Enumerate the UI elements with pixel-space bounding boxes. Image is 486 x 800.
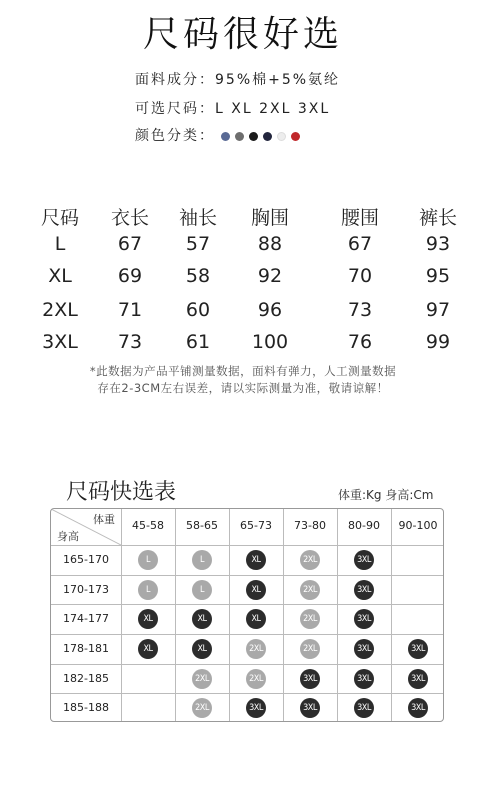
grid-vline — [229, 509, 230, 721]
size-badge: 2XL — [300, 550, 320, 570]
sizes-label: 可选尺码： — [135, 101, 215, 117]
size-table-cell: 69 — [117, 265, 143, 287]
size-badge: 3XL — [408, 669, 428, 689]
size-badge: XL — [246, 550, 266, 570]
height-header: 178-181 — [63, 641, 109, 655]
size-badge: L — [138, 550, 158, 570]
size-table-cell: 96 — [257, 299, 283, 321]
weight-header: 80-90 — [348, 519, 380, 532]
size-table-cell: 73 — [117, 331, 143, 353]
size-table-cell: 76 — [347, 331, 373, 353]
size-table-cell: 95 — [425, 265, 451, 287]
height-header: 174-177 — [63, 612, 109, 626]
size-table-header-cell: 尺码 — [40, 207, 79, 229]
size-table-cell: 58 — [185, 265, 211, 287]
color-swatch — [263, 132, 272, 141]
weight-header: 65-73 — [240, 519, 272, 532]
size-badge: XL — [192, 639, 212, 659]
quick-size-grid — [50, 508, 444, 722]
size-badge: 2XL — [246, 639, 266, 659]
size-badge: 2XL — [300, 639, 320, 659]
grid-hline — [51, 575, 443, 576]
size-table-row — [35, 331, 465, 361]
size-table-header — [35, 203, 465, 233]
size-badge: 3XL — [408, 639, 428, 659]
size-table-cell: 99 — [425, 331, 451, 353]
weight-header: 45-58 — [132, 519, 164, 532]
note-line-2: 存在2-3CM左右误差，请以实际测量为准，敬请谅解！ — [97, 381, 389, 395]
grid-vline — [121, 509, 122, 721]
size-table-cell: 57 — [185, 233, 211, 255]
colors-label: 颜色分类： — [135, 128, 215, 144]
size-table-cell: 100 — [251, 331, 289, 353]
grid-hline — [51, 545, 443, 546]
size-table-cell: 67 — [117, 233, 143, 255]
grid-vline — [337, 509, 338, 721]
size-badge: XL — [138, 609, 158, 629]
size-table-row — [35, 299, 465, 329]
size-badge: 3XL — [354, 639, 374, 659]
height-header: 170-173 — [63, 582, 109, 596]
page-title: 尺码很好选 — [142, 14, 343, 55]
size-table-cell: 97 — [425, 299, 451, 321]
sizes-value: L XL 2XL 3XL — [215, 101, 331, 117]
color-swatches — [221, 132, 300, 141]
size-table-header-cell: 腰围 — [340, 207, 379, 229]
size-table-cell: 73 — [347, 299, 373, 321]
size-table-cell: 67 — [347, 233, 373, 255]
size-badge: 3XL — [354, 580, 374, 600]
size-badge: L — [192, 550, 212, 570]
size-table-row — [35, 233, 465, 263]
grid-hline — [51, 604, 443, 605]
grid-hline — [51, 634, 443, 635]
size-badge: XL — [246, 580, 266, 600]
size-table-cell: XL — [48, 265, 72, 287]
size-table-cell: 61 — [185, 331, 211, 353]
fabric-label: 面料成分： — [135, 72, 215, 88]
size-badge: 2XL — [192, 698, 212, 718]
height-header: 185-188 — [63, 701, 109, 715]
size-badge: XL — [138, 639, 158, 659]
size-table-header-cell: 衣长 — [110, 207, 149, 229]
fabric-value: 95%棉+5%氨纶 — [215, 72, 341, 88]
size-table-cell: 3XL — [42, 331, 78, 353]
sizes-row — [135, 98, 330, 118]
size-badge: L — [192, 580, 212, 600]
size-table-row — [35, 265, 465, 295]
corner-height-label: 身高 — [57, 530, 79, 543]
grid-hline — [51, 664, 443, 665]
color-swatch — [235, 132, 244, 141]
size-badge: 3XL — [354, 698, 374, 718]
size-table-header-cell: 胸围 — [250, 207, 289, 229]
grid-vline — [391, 509, 392, 721]
size-badge: 2XL — [192, 669, 212, 689]
colors-row — [135, 125, 300, 145]
units-label: 体重:Kg 身高:Cm — [338, 488, 434, 502]
size-badge: L — [138, 580, 158, 600]
size-badge: XL — [246, 609, 266, 629]
color-swatch — [221, 132, 230, 141]
size-table-cell: 92 — [257, 265, 283, 287]
color-swatch — [249, 132, 258, 141]
size-badge: 2XL — [300, 609, 320, 629]
size-table-cell: L — [54, 233, 66, 255]
size-table-header-cell: 裤长 — [418, 207, 457, 229]
note-line-1: *此数据为产品平铺测量数据，面料有弹力，人工测量数据 — [89, 364, 397, 378]
corner-weight-label: 体重 — [93, 513, 115, 526]
grid-vline — [283, 509, 284, 721]
weight-header: 73-80 — [294, 519, 326, 532]
size-table-cell: 2XL — [42, 299, 78, 321]
size-table-header-cell: 袖长 — [178, 207, 217, 229]
size-badge: XL — [192, 609, 212, 629]
weight-header: 90-100 — [398, 519, 438, 532]
height-header: 182-185 — [63, 671, 109, 685]
grid-hline — [51, 693, 443, 694]
size-badge: 3XL — [246, 698, 266, 718]
color-swatch — [277, 132, 286, 141]
height-header: 165-170 — [63, 552, 109, 566]
size-table-cell: 70 — [347, 265, 373, 287]
size-badge: 3XL — [354, 669, 374, 689]
size-badge: 3XL — [354, 550, 374, 570]
fabric-row — [135, 69, 340, 89]
size-table-cell: 93 — [425, 233, 451, 255]
size-badge: 2XL — [246, 669, 266, 689]
quick-table-title: 尺码快选表 — [66, 480, 177, 505]
size-badge: 2XL — [300, 580, 320, 600]
weight-header: 58-65 — [186, 519, 218, 532]
color-swatch — [291, 132, 300, 141]
size-badge: 3XL — [354, 609, 374, 629]
size-table-cell: 88 — [257, 233, 283, 255]
grid-vline — [175, 509, 176, 721]
size-badge: 3XL — [300, 669, 320, 689]
size-table-cell: 71 — [117, 299, 143, 321]
size-badge: 3XL — [408, 698, 428, 718]
size-table-cell: 60 — [185, 299, 211, 321]
size-badge: 3XL — [300, 698, 320, 718]
